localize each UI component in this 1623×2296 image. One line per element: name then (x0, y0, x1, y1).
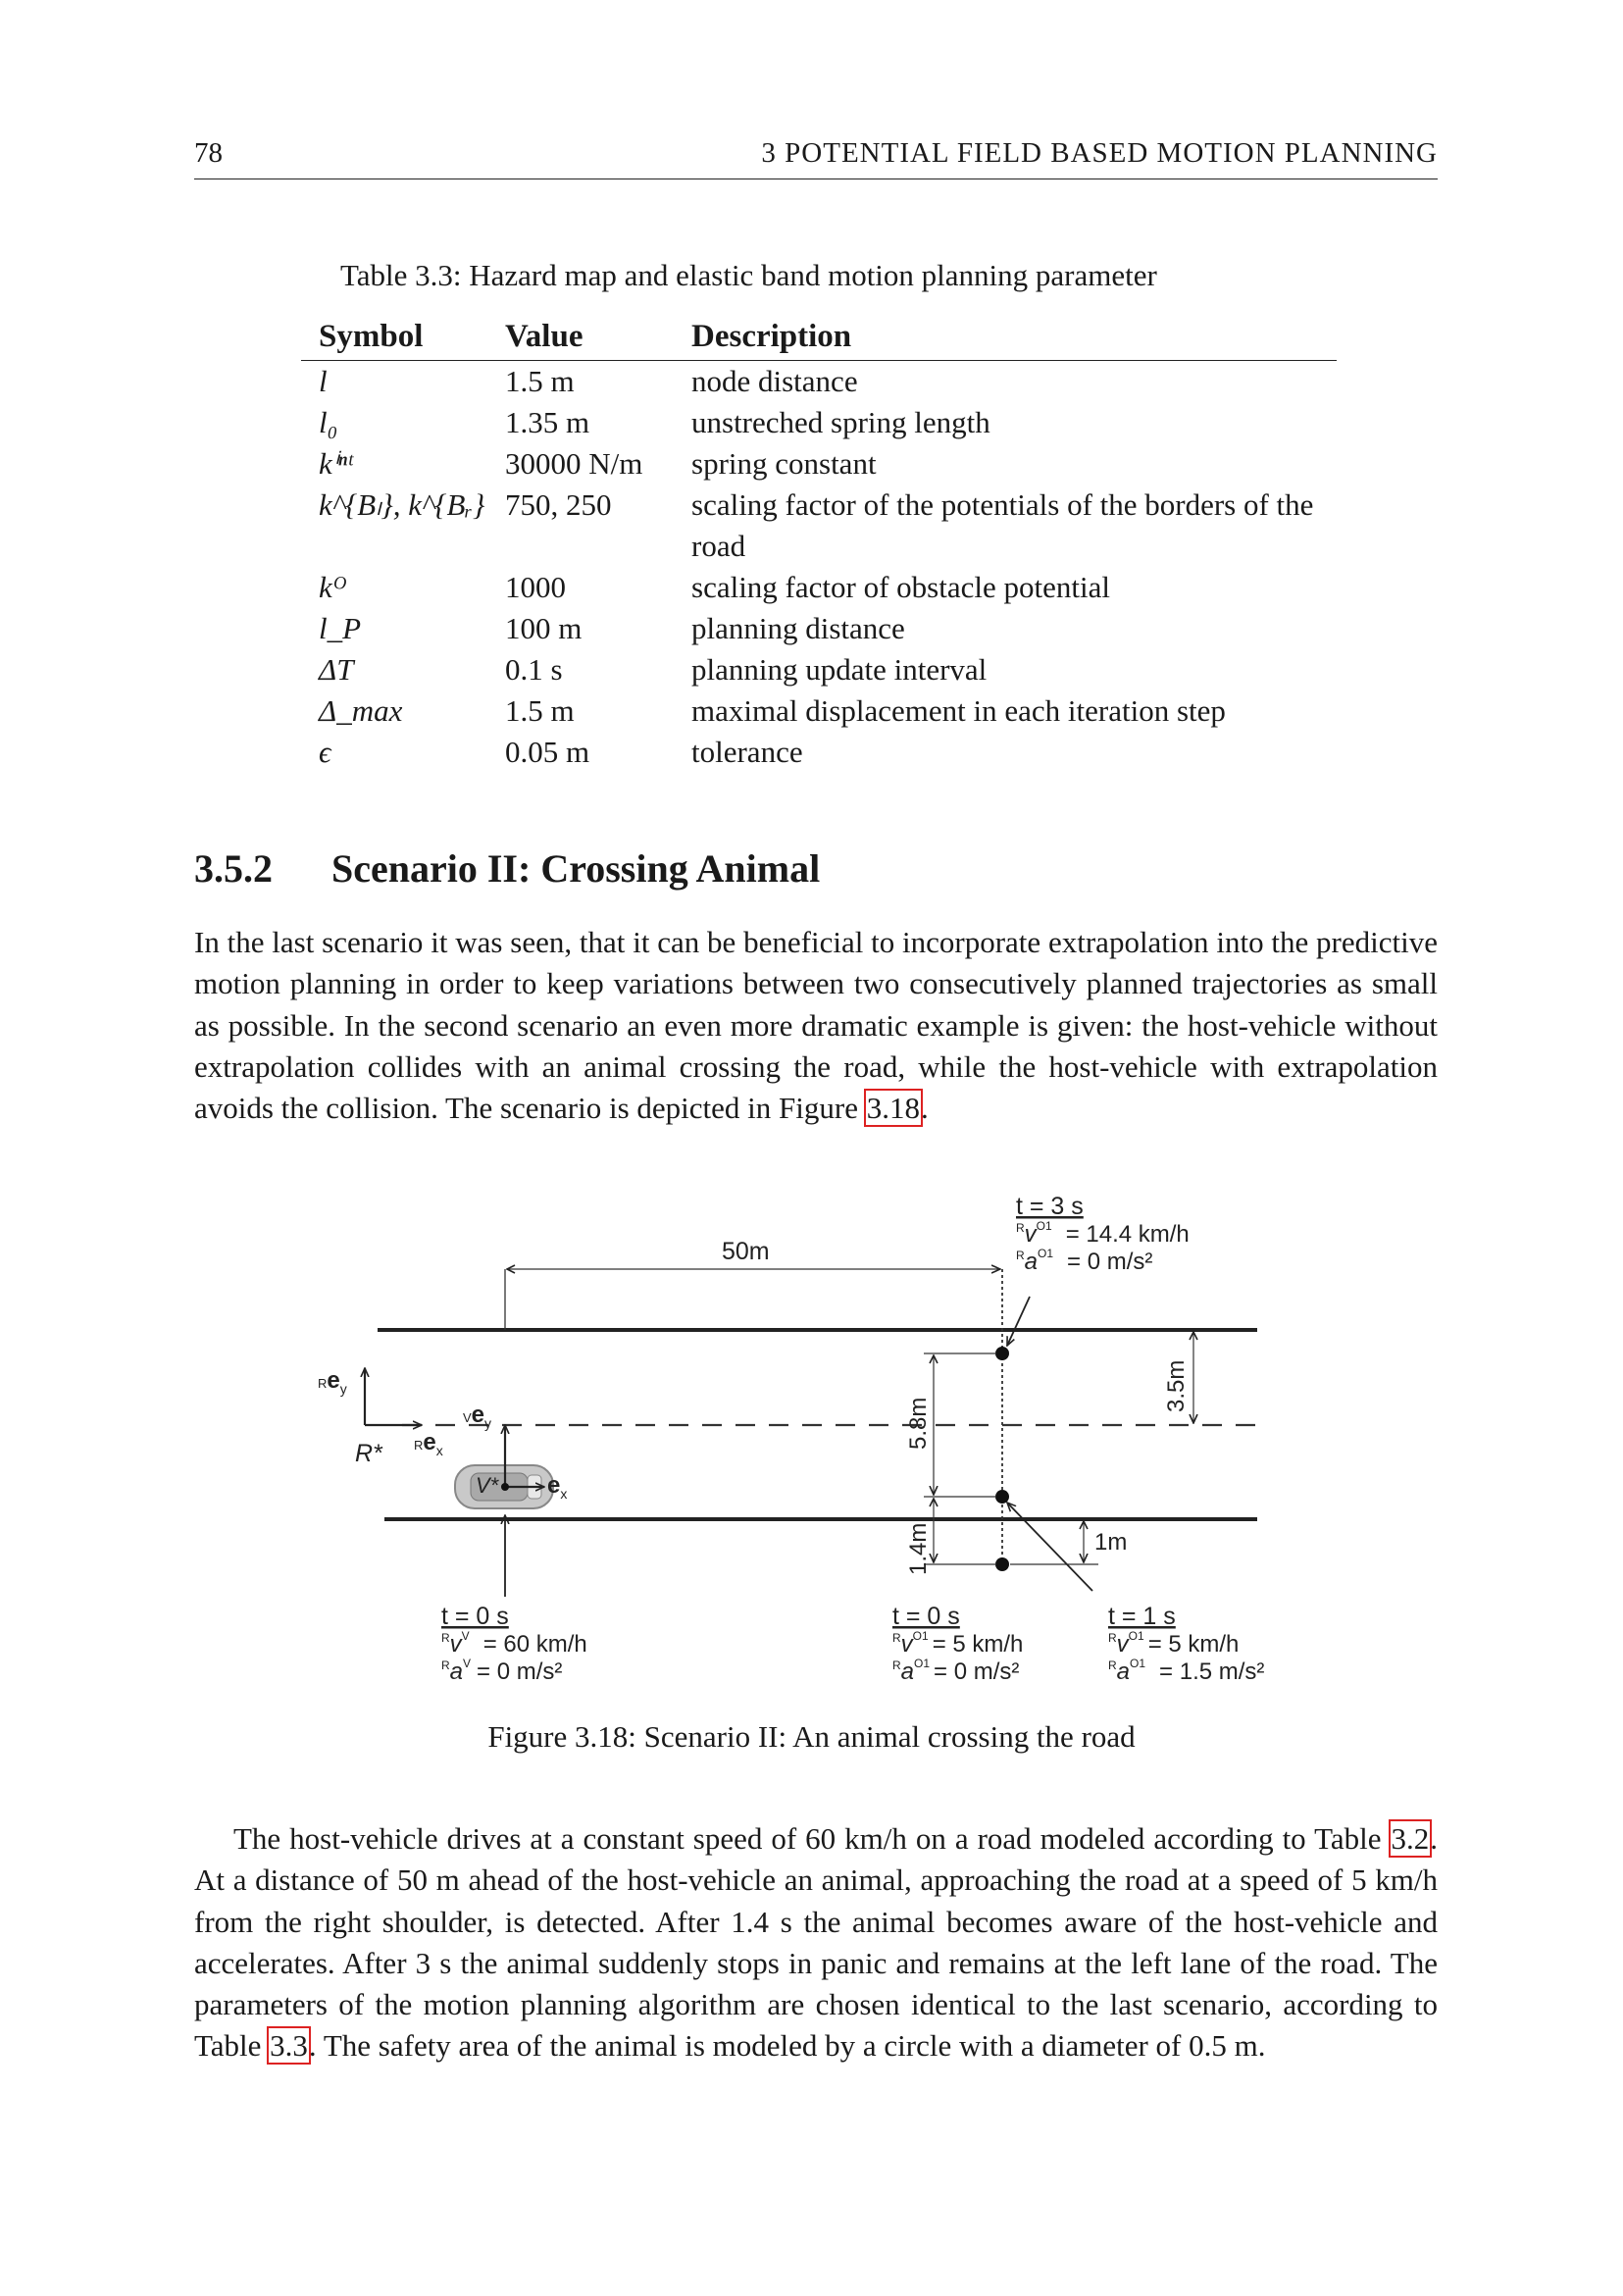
paragraph-text: . The safety area of the animal is modeled by a circle with a diameter of 0.5 m. (308, 2028, 1266, 2064)
sup-o1: O1 (914, 1657, 931, 1670)
column-header-value: Value (487, 317, 674, 361)
vehicle-origin (501, 1483, 509, 1491)
table-row (301, 649, 1337, 690)
description-cell: scaling factor of the potentials of the borders of the road (691, 487, 1314, 563)
value-cell: 100 m (505, 611, 583, 645)
table-row (301, 690, 1337, 732)
table-row (301, 608, 1337, 649)
description-cell: scaling factor of obstacle potential (691, 570, 1110, 604)
dimension-1-4m-label: 1.4m (905, 1522, 932, 1575)
description-cell: node distance (691, 364, 858, 398)
animal-t1-velocity-value: = 5 km/h (1147, 1631, 1240, 1658)
v-letter: v (1116, 1631, 1129, 1658)
value-cell: 750, 250 (505, 487, 612, 522)
value-cell: 1000 (505, 570, 566, 604)
symbol-cell: kⁱⁿᵗ (319, 446, 353, 481)
sub-y: y (484, 1415, 492, 1431)
symbol-cell: l_P (319, 611, 362, 645)
paragraph-scenario-description (194, 1818, 1438, 2067)
pre-r: R (1016, 1221, 1025, 1235)
table-header-row (301, 317, 1337, 361)
description-cell: maximal displacement in each iteration step (691, 693, 1226, 728)
section-heading (194, 845, 820, 892)
description-cell: tolerance (691, 735, 803, 769)
figure-caption: Figure 3.18: Scenario II: An animal crossing the road (487, 1719, 1136, 1754)
animal-t3-acceleration (1016, 1247, 1152, 1275)
value-cell: 1.5 m (505, 364, 575, 398)
table-row (301, 732, 1337, 773)
value-cell: 30000 N/m (505, 446, 643, 481)
animal-t0-velocity-value: = 5 km/h (932, 1631, 1024, 1658)
sup-o1: O1 (1036, 1219, 1052, 1233)
section-number: 3.5.2 (194, 846, 273, 891)
scenario-figure (318, 1187, 1294, 1697)
ex-letter: e (423, 1429, 436, 1455)
page-number: 78 (194, 137, 223, 169)
column-header-description: Description (674, 317, 1337, 361)
ey-letter: e (471, 1402, 485, 1428)
figure-reference-link[interactable]: 3.18 (866, 1091, 920, 1126)
column-header-symbol: Symbol (301, 317, 487, 361)
description-cell: planning update interval (691, 652, 988, 687)
vehicle-t0-acceleration-value: = 0 m/s² (477, 1658, 563, 1685)
symbol-cell: kᴼ (319, 570, 347, 604)
symbol-cell: ϵ (319, 735, 331, 769)
vehicle-t0-velocity-value: = 60 km/h (482, 1631, 587, 1658)
t1-leader-arrow (1007, 1503, 1092, 1591)
ey-letter: e (327, 1367, 340, 1394)
v-letter: v (449, 1631, 462, 1658)
pre-r: R (892, 1631, 901, 1645)
r-frame-ey-label (318, 1367, 347, 1397)
animal-t3-velocity-value: = 14.4 km/h (1065, 1221, 1190, 1248)
running-header (194, 137, 1438, 179)
v-frame-ex-label (547, 1472, 567, 1502)
animal-position-t0 (995, 1557, 1009, 1571)
chapter-title: 3 POTENTIAL FIELD BASED MOTION PLANNING (761, 137, 1438, 169)
paragraph-intro (194, 922, 1438, 1129)
symbol-cell: l₀ (319, 405, 338, 439)
value-cell: 0.05 m (505, 735, 590, 769)
sub-x: x (435, 1443, 443, 1458)
a-letter: a (449, 1658, 464, 1685)
pre-r: R (441, 1631, 450, 1645)
symbol-cell: Δ_max (319, 693, 403, 728)
table-caption: Table 3.3: Hazard map and elastic band motion planning parameter (340, 258, 1157, 292)
r-star-label: R* (355, 1440, 382, 1467)
animal-t1-acceleration (1108, 1657, 1264, 1685)
pre-r: R (892, 1658, 901, 1672)
animal-t0-acceleration (892, 1657, 1019, 1685)
table-row (301, 361, 1337, 403)
r-frame-ex-label (414, 1429, 443, 1458)
dimension-3-5m-label: 3.5m (1163, 1359, 1190, 1412)
animal-t0-acceleration-value: = 0 m/s² (934, 1658, 1020, 1685)
paragraph-text: In the last scenario it was seen, that it can be beneficial to incorporate extrapolation into the predictive motion planning in order to keep variations between two consecutively planned trajectories as small as possible. In the second scenario an even more dramatic example is given: the host-vehicle without extrapolation collides with an animal crossing the road, while the host-vehicle with extrapolation avoids the collision. The scenario is depicted in Figure (194, 925, 1438, 1126)
vehicle-t0-time: t = 0 s (441, 1603, 509, 1630)
vehicle-t0-acceleration (441, 1657, 562, 1685)
animal-t3-acceleration-value: = 0 m/s² (1067, 1249, 1153, 1275)
dimension-5-8m-label: 5.8m (905, 1397, 932, 1450)
animal-t0-velocity (892, 1629, 1023, 1658)
sup-o1: O1 (1038, 1247, 1054, 1260)
symbol-cell: k^{Bₗ}, k^{Bᵣ} (319, 487, 485, 522)
pre-v: V (463, 1410, 472, 1425)
description-cell: planning distance (691, 611, 905, 645)
table-row (301, 485, 1337, 567)
animal-position-t3 (995, 1347, 1009, 1360)
animal-t3-velocity (1016, 1219, 1190, 1248)
description-cell: unstreched spring length (691, 405, 990, 439)
ex-letter: e (547, 1472, 561, 1499)
t3-leader-arrow (1007, 1297, 1030, 1346)
value-cell: 1.5 m (505, 693, 575, 728)
section-title: Scenario II: Crossing Animal (331, 846, 821, 891)
animal-t1-acceleration-value: = 1.5 m/s² (1159, 1658, 1265, 1685)
dimension-50m-label: 50m (722, 1238, 770, 1265)
sup-o1: O1 (1130, 1657, 1146, 1670)
table-row (301, 567, 1337, 608)
paragraph-text: The host-vehicle drives at a constant speed of 60 km/h on a road modeled according to Table (233, 1821, 1382, 1856)
description-cell: spring constant (691, 446, 877, 481)
animal-t1-velocity (1108, 1629, 1239, 1658)
pre-r: R (1108, 1631, 1117, 1645)
parameter-table (301, 317, 1337, 773)
pre-r: R (414, 1438, 424, 1453)
paragraph-text: . At a distance of 50 m ahead of the host-vehicle an animal, approaching the road at a speed of 5 km/h from the right shoulder, is detected. After 1.4 s the animal becomes aware of the host-vehicle and accelerates. After 3 s the animal suddenly stops in panic and remains at the left lane of the road. The parameters of the motion planning algorithm are chosen identical to the last scenario, according to Table (194, 1821, 1438, 2064)
paragraph-end: . (920, 1091, 929, 1126)
sup-v: V (463, 1657, 472, 1670)
v-letter: v (1024, 1221, 1037, 1248)
sub-x: x (560, 1486, 568, 1502)
animal-position-t1 (995, 1490, 1009, 1504)
sup-o1: O1 (912, 1629, 929, 1643)
a-letter: a (900, 1658, 915, 1685)
a-letter: a (1024, 1249, 1039, 1275)
animal-t1-time: t = 1 s (1108, 1603, 1176, 1630)
value-cell: 1.35 m (505, 405, 590, 439)
table-row (301, 443, 1337, 485)
symbol-cell: l (319, 364, 328, 398)
dimension-1m-label: 1m (1094, 1529, 1128, 1556)
sup-v: V (461, 1629, 470, 1643)
symbol-cell: ΔT (319, 652, 354, 687)
v-star-label: V* (476, 1473, 499, 1498)
v-frame-ey-label (463, 1402, 491, 1431)
value-cell: 0.1 s (505, 652, 563, 687)
sub-y: y (339, 1381, 347, 1397)
sup-o1: O1 (1128, 1629, 1144, 1643)
pre-r: R (441, 1658, 450, 1672)
pre-r: R (1016, 1249, 1025, 1262)
table-row (301, 402, 1337, 443)
table-3-3-reference-link[interactable]: 3.3 (270, 2028, 308, 2064)
pre-r: R (1108, 1658, 1117, 1672)
pre-r: R (318, 1376, 328, 1391)
vehicle-t0-velocity (441, 1629, 587, 1658)
animal-t3-time: t = 3 s (1016, 1193, 1084, 1220)
v-letter: v (900, 1631, 913, 1658)
table-3-2-reference-link[interactable]: 3.2 (1391, 1821, 1430, 1856)
animal-t0-time: t = 0 s (892, 1603, 960, 1630)
a-letter: a (1116, 1658, 1131, 1685)
